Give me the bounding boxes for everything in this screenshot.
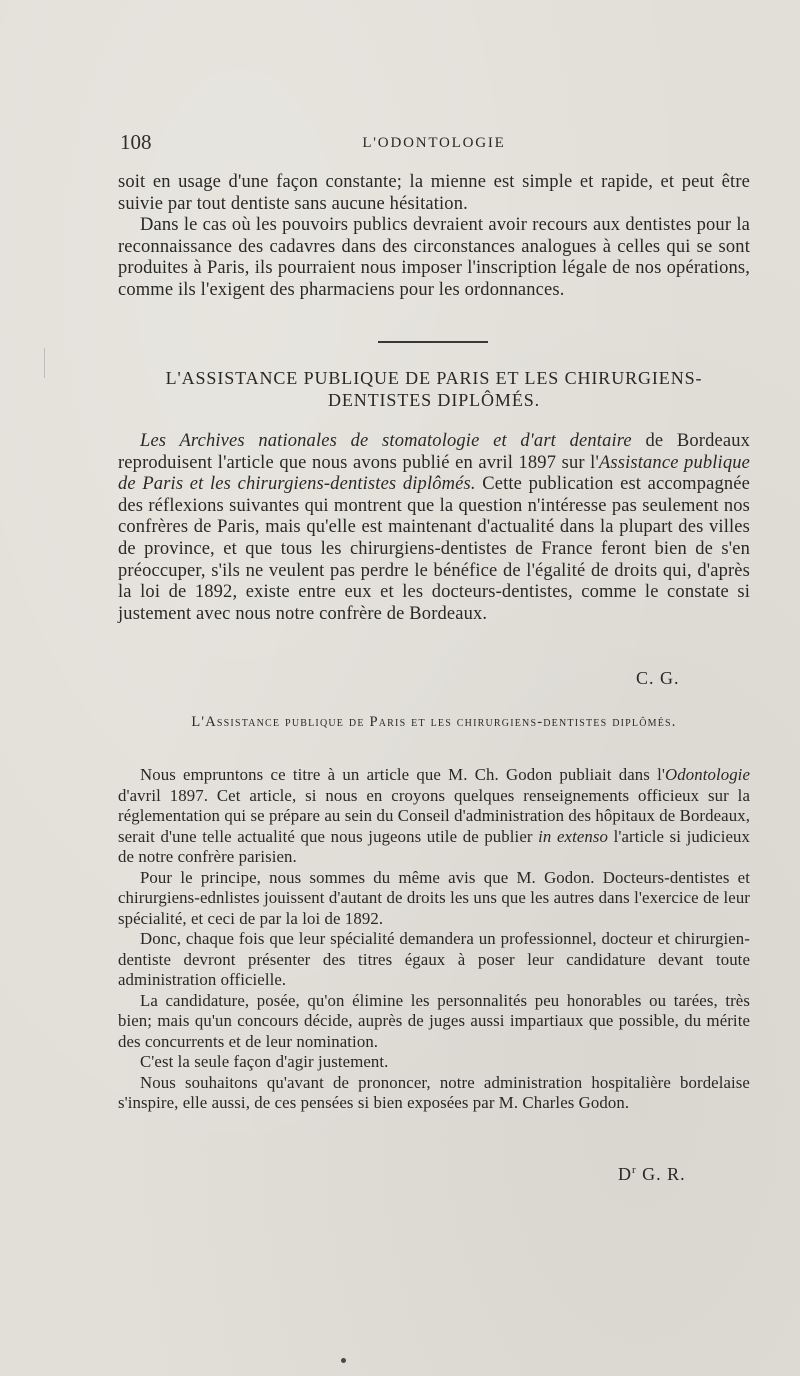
continuation-paragraph-2: Dans le cas où les pouvoirs publics devraient avoir recours aux dentistes pour la reconnaissance des cadavres dans des circonstances analogues à celles qui se sont produites à Paris, ils pourraient nous imposer l'inscription légale de nos opérations, comme ils l'exigent des pharmaciens pour les ordonnances. [118,215,750,300]
continuation-paragraph-1: soit en usage d'une façon constante; la mienne est simple et rapide, et peut être suivie par tout dentiste sans aucune hésitation. [118,172,750,214]
article-1-body [118,431,750,625]
journal-title: Les Archives nationales de stomatologie et d'art dentaire [140,431,632,451]
latin-phrase: in extenso [538,826,608,846]
article-2-paragraph-3: Donc, chaque fois que leur spécialité demandera un professionnel, docteur et chirurgien-dentiste devront présenter des titres égaux à poser leur candidature devant toute administration officielle. [118,929,750,989]
article-2-body [118,765,750,1114]
article-1-paragraph [118,431,750,625]
signature-superscript: r [632,1164,637,1176]
article-2-paragraph-5: C'est la seule façon d'agir justement. [140,1052,389,1071]
journal-name: Odontologie [665,765,750,784]
article-2-paragraph-2: Pour le principe, nous sommes du même avis que M. Godon. Docteurs-dentistes et chirurgiens-ednlistes jouissent d'autant de droits les uns que les autres dans l'exercice de leur spécialité, et ceci de par la loi de 1892. [118,867,750,928]
article-1-text-a: de Bordeaux reproduisent l'article que nous avons publié en avril 1897 sur l' [118,431,751,473]
article-2-text-b: d'avril 1897. Cet article, si nous en croyons quelques renseignements officieux sur la réglementation qui se prépare au sein du Conseil d'administration des hôpitaux de Bordeaux, serait d'une telle actualité que nous jugeons utile de publier [118,785,750,846]
signature-initials: G. R. [636,1164,686,1184]
continuation-text [118,172,750,302]
article-1-signature: C. G. [636,668,680,688]
page-header [118,130,750,156]
margin-mark [44,348,45,378]
signature-prefix: D [618,1164,632,1184]
article-1-title: L'ASSISTANCE PUBLIQUE DE PARIS ET LES CHIRURGIENS-DENTISTES DIPLÔMÉS. [165,368,703,410]
article-2-title: L'Assistance publique de Paris et les chirurgiens-dentistes diplômés. [191,714,677,730]
article-2-paragraph-6: Nous souhaitons qu'avant de prononcer, notre administration hospitalière bordelaise s'inspire, elle aussi, de ces pensées si bien exposées par M. Charles Godon. [118,1072,750,1112]
article-2-paragraph-1 [118,765,750,868]
article-title-ref: Assistance publique de Paris et les chirurgiens-dentistes diplômés. [118,452,750,495]
article-2-text-a: Nous empruntons ce titre à un article que M. Ch. Godon publiait dans l' [140,765,665,784]
article-2-paragraph-4: La candidature, posée, qu'on élimine les personnalités peu honorables ou tarées, très bien; mais qu'un concours décide, auprès de juges aussi impartiaux que possible, du mérite des concurrents et de leur nomination. [118,990,750,1051]
article-2-text-c: l'article si judicieux de notre confrère parisien. [118,826,750,866]
section-divider [378,341,488,343]
article-2-signature [618,1164,686,1185]
paper-speck [341,1358,346,1363]
page-number: 108 [120,130,152,154]
running-title: L'ODONTOLOGIE [362,135,506,151]
article-1-text-b: Cette publication est accompagnée des réflexions suivantes qui montrent que la question n'intéresse pas seulement nos confrères de Paris, mais qu'elle est maintenant d'actualité dans la plupart des villes de province, et que tous les chirurgiens-dentistes de France feront bien de s'en préoccuper, s'ils ne veulent pas perdre le bénéfice de l'égalité de droits qui, d'après la loi de 1892, existe entre eux et les docteurs-dentistes, comme le constate si justement avec nous notre confrère de Bordeaux. [118,474,750,624]
